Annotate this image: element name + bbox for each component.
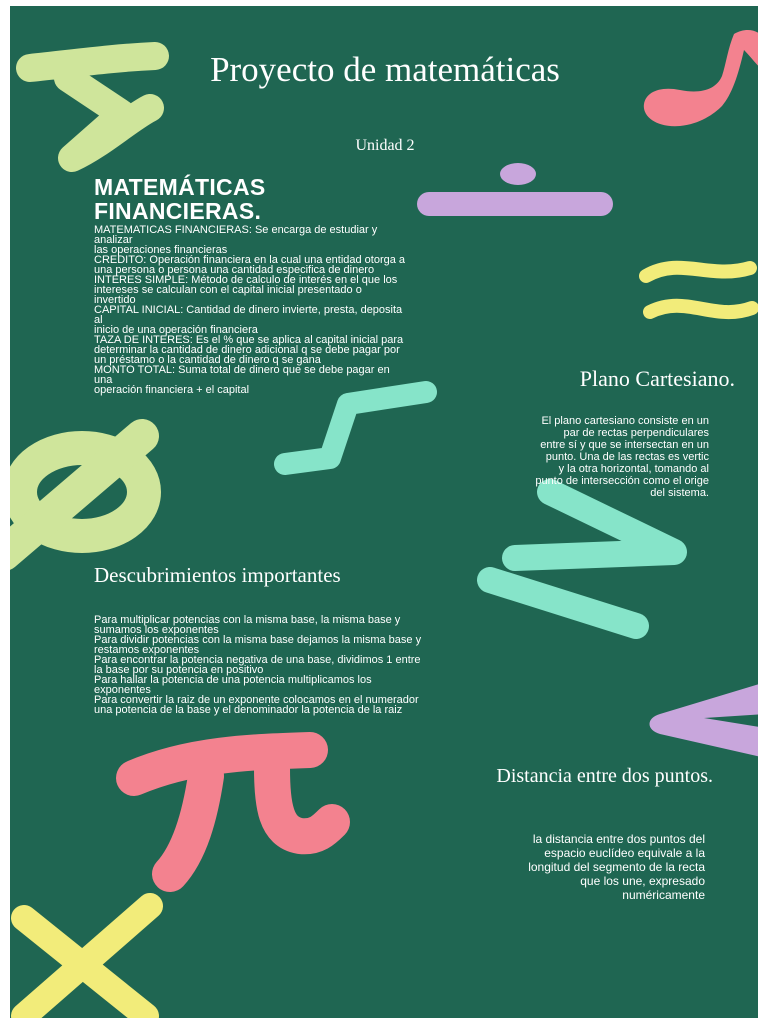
financieras-line: las operaciones financieras: [94, 244, 228, 256]
cartesiano-line: par de rectas perpendiculares: [563, 427, 709, 439]
financieras-line: MATEMATICAS FINANCIERAS: Se encarga de estudiar y: [94, 224, 378, 236]
financieras-line: operación financiera + el capital: [94, 384, 250, 396]
cartesiano-body: [426, 415, 709, 499]
division-icon: [417, 163, 613, 216]
page-subtitle: Unidad 2: [355, 137, 415, 154]
descubrimientos-line: una potencia de la base y el denominador la potencia de la raiz: [94, 704, 403, 716]
page-title: Proyecto de matemáticas: [210, 50, 560, 89]
distancia-line: la distancia entre dos puntos del: [532, 832, 705, 846]
descubrimientos-body: [94, 615, 564, 715]
financieras-line: CAPITAL INICIAL: Cantidad de dinero invierte, presta, deposita: [94, 304, 403, 316]
cartesiano-line: punto. Una de las rectas es vertic: [545, 451, 709, 463]
distancia-body: [390, 832, 705, 902]
descubrimientos-line: sumamos los exponentes: [94, 624, 219, 636]
financieras-line: invertido: [94, 294, 136, 306]
descubrimientos-line: restamos exponentes: [94, 644, 200, 656]
financieras-line: TAZA DE INTERES: Es el % que se aplica al capital inicial para: [94, 334, 404, 346]
approx-icon: [646, 268, 752, 312]
descubrimientos-line: Para dividir potencias con la misma base dejamos la misma base y: [94, 634, 422, 646]
phi-icon: [10, 436, 144, 554]
descubrimientos-line: Para multiplicar potencias con la misma base, la misma base y: [94, 614, 401, 626]
financieras-body: [94, 225, 544, 395]
sigma-icon: [30, 56, 155, 158]
cartesiano-line: del sistema.: [650, 487, 709, 499]
financieras-line: INTERES SIMPLE: Método de calculo de interés en el que los: [94, 274, 398, 286]
financieras-line: inicio de una operación financiera: [94, 324, 258, 336]
financieras-line: intereses se calculan con el capital inicial presentado o: [94, 284, 362, 296]
cartesiano-line: entre sí y que se intersectan en un: [540, 439, 709, 451]
financieras-line: una: [94, 374, 113, 386]
cartesiano-heading: Plano Cartesiano.: [579, 366, 735, 391]
descubrimientos-line: Para convertir la raiz de un exponente colocamos en el numerador: [94, 694, 419, 706]
financieras-line: una persona o persona una cantidad especifica de dinero: [94, 264, 375, 276]
cartesiano-line: punto de intersección como el orige: [535, 475, 709, 487]
distancia-line: numéricamente: [622, 888, 705, 902]
cartesiano-line: y la otra horizontal, tomando al: [558, 463, 709, 475]
financieras-line: CREDITO: Operación financiera en la cual una entidad otorga a: [94, 254, 406, 266]
financieras-heading: MATEMÁTICAS FINANCIERAS.: [94, 174, 266, 224]
poster: [10, 6, 758, 1018]
times-icon: [24, 906, 150, 1016]
descubrimientos-line: exponentes: [94, 684, 151, 696]
note-icon: [644, 30, 758, 126]
distancia-line: espacio euclídeo equivale a la: [544, 846, 705, 860]
sqrt-icon: [285, 392, 426, 464]
pi-icon: [134, 750, 332, 874]
distancia-line: longitud del segmento de la recta: [528, 860, 705, 874]
descubrimientos-line: Para encontrar la potencia negativa de una base, dividimos 1 entre: [94, 654, 421, 666]
descubrimientos-heading: Descubrimientos importantes: [94, 563, 341, 587]
descubrimientos-line: la base por su potencia en positivo: [94, 664, 264, 676]
financieras-line: analizar: [94, 234, 133, 246]
less-than-icon: [650, 682, 759, 758]
financieras-line: un préstamo o la cantidad de dinero q se gana: [94, 354, 321, 366]
descubrimientos-line: Para hallar la potencia de una potencia multiplicamos los: [94, 674, 372, 686]
financieras-line: MONTO TOTAL: Suma total de dinero que se debe pagar en: [94, 364, 390, 376]
financieras-line: determinar la cantidad de dinero adicional q se debe pagar por: [94, 344, 400, 356]
financieras-line: al: [94, 314, 103, 326]
cartesiano-line: El plano cartesiano consiste en un: [541, 415, 709, 427]
distancia-heading: Distancia entre dos puntos.: [496, 765, 713, 787]
distancia-line: que los une, expresado: [580, 874, 705, 888]
geq-icon: [490, 492, 674, 626]
